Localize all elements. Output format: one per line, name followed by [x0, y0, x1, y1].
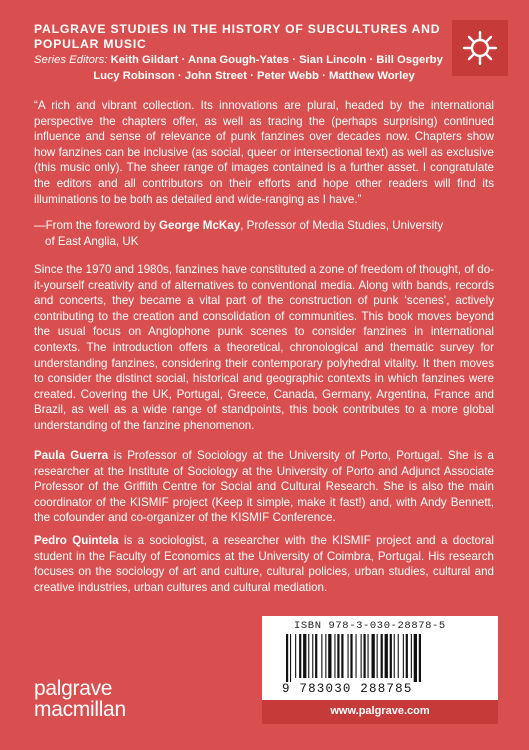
barcode-bar [290, 634, 291, 682]
book-description: Since the 1970 and 1980s, fanzines have constituted a zone of freedom of thought, of do-it-yourself creativity and of alternatives to conventional media. Along with bands, records and concerts, they became a vital part of the construction of punk ‘scenes’, actively contributing to the creation and consolidation of communities. This book moves beyond the usual focus on Anglophone punk scenes to consider fanzines in international contexts. The introduction offers a theoretical, chronological and thematic survey for understanding fanzines, considering their contemporary polyhedral vitality. It then moves to consider the distinct social, historical and geographic contexts in which fanzines were created. Covering the UK, Portugal, Greece, Canada, Germany, Argentina, France and Brazil, as well as a wide range of standpoints, this book contributes to a more global understanding of the fanzine phenomenon. [34, 263, 494, 432]
author-bio-text: is a sociologist, a researcher with the KISMIF project and a doctoral student in the Faculty of Economics at the University of Coimbra, Portugal. His research focuses on the sociology of art and culture, cultural policies, urban studies, cultural and creative industries, urban cultures and cultural mediation. [34, 534, 494, 594]
barcode-bar [411, 634, 412, 678]
url-bar [262, 700, 498, 724]
barcode-bar [361, 634, 362, 678]
barcode-bar [315, 634, 317, 678]
barcode-bar [419, 634, 421, 682]
publisher-url[interactable]: www.palgrave.com [330, 705, 430, 717]
author-bio [34, 448, 494, 526]
endorsement-quote: “A rich and vibrant collection. Its innovations are plural, headed by the international perspective the chapters offer, as well as tracing the (perhaps surprising) continued influence and sense of relevance of punk fanzines over decades now. Chapters show how fanzines can be inclusive (as social, queer or intersectional text) as well as exclusive (this music only). The sheer range of images contained is a further asset. I congratulate the editors and all contributors on their efforts and hope other readers will find its illuminations to be both as detailed and wide-ranging as I have.” [34, 99, 494, 206]
series-editors-line2: Lucy Robinson · John Street · Peter Webb · Matthew Worley [93, 70, 415, 82]
barcode-bar [372, 634, 375, 678]
series-title: PALGRAVE STUDIES IN THE HISTORY OF SUBCULTURES AND POPULAR MUSIC [34, 22, 441, 51]
barcode-bar [286, 634, 288, 682]
barcode-digits: 9 783030 288785 [282, 682, 413, 696]
barcode-bar [385, 634, 388, 678]
barcode-bar [295, 634, 296, 678]
barcode-bar [303, 634, 306, 678]
isbn-text: ISBN 978-3-030-28878-5 [294, 620, 446, 632]
springer-star-icon [460, 28, 500, 68]
attribution-suffix: , Professor of Media Studies, University [240, 219, 444, 232]
barcode-bar [299, 634, 301, 678]
attribution-prefix: —From the foreword by [34, 219, 159, 232]
barcode-bar [394, 634, 395, 678]
barcode-bar [414, 634, 417, 682]
barcode-bar [364, 634, 366, 678]
barcode-bar [328, 634, 331, 678]
barcode-bar [368, 634, 369, 678]
publisher-line2: macmillan [34, 698, 126, 721]
barcode-bar [390, 634, 392, 678]
publisher-logo [34, 678, 126, 720]
barcode-bar [406, 634, 408, 678]
quote-attribution [34, 218, 494, 249]
author-name: Paula Guerra [34, 449, 109, 462]
series-editors-label: Series Editors: [34, 54, 108, 66]
barcode-bar [312, 634, 313, 678]
barcode-bar [334, 634, 335, 678]
logo-box [452, 20, 508, 76]
barcode-bar [350, 634, 352, 678]
author-bio [34, 533, 494, 595]
barcode-bar [348, 634, 349, 678]
barcode-bar [308, 634, 309, 678]
author-bio-text: is Professor of Sociology at the University of Porto, Portugal. She is a researcher at the Institute of Sociology at the University of Porto and Adjunct Associate Professor of the Griffith Centre for Social and Cultural Research. She is also the main coordinator of the KISMIF project (Keep it simple, make it fast!) and, with Andy Bennett, the cofounder and co-organizer of the KISMIF Conference. [34, 449, 494, 525]
attribution-line2: of East Anglia, UK [45, 234, 139, 248]
barcode-bar [341, 634, 343, 678]
barcode-bar [377, 634, 378, 678]
series-editors-line1: Keith Gildart · Anna Gough-Yates · Sian Lincoln · Bill Osgerby [110, 54, 443, 66]
barcode-box [262, 616, 498, 724]
publisher-line1: palgrave [34, 677, 113, 700]
barcode-bar [398, 634, 399, 678]
attribution-name: George McKay [159, 219, 241, 232]
series-editors [34, 52, 464, 84]
barcode-bar [325, 634, 326, 678]
author-name: Pedro Quintela [34, 534, 119, 547]
barcode-bar [381, 634, 383, 678]
barcode-bar [321, 634, 322, 678]
barcode-graphic [286, 634, 474, 682]
barcode-bar [403, 634, 404, 678]
barcode-bar [356, 634, 357, 678]
barcode-bar [337, 634, 339, 678]
